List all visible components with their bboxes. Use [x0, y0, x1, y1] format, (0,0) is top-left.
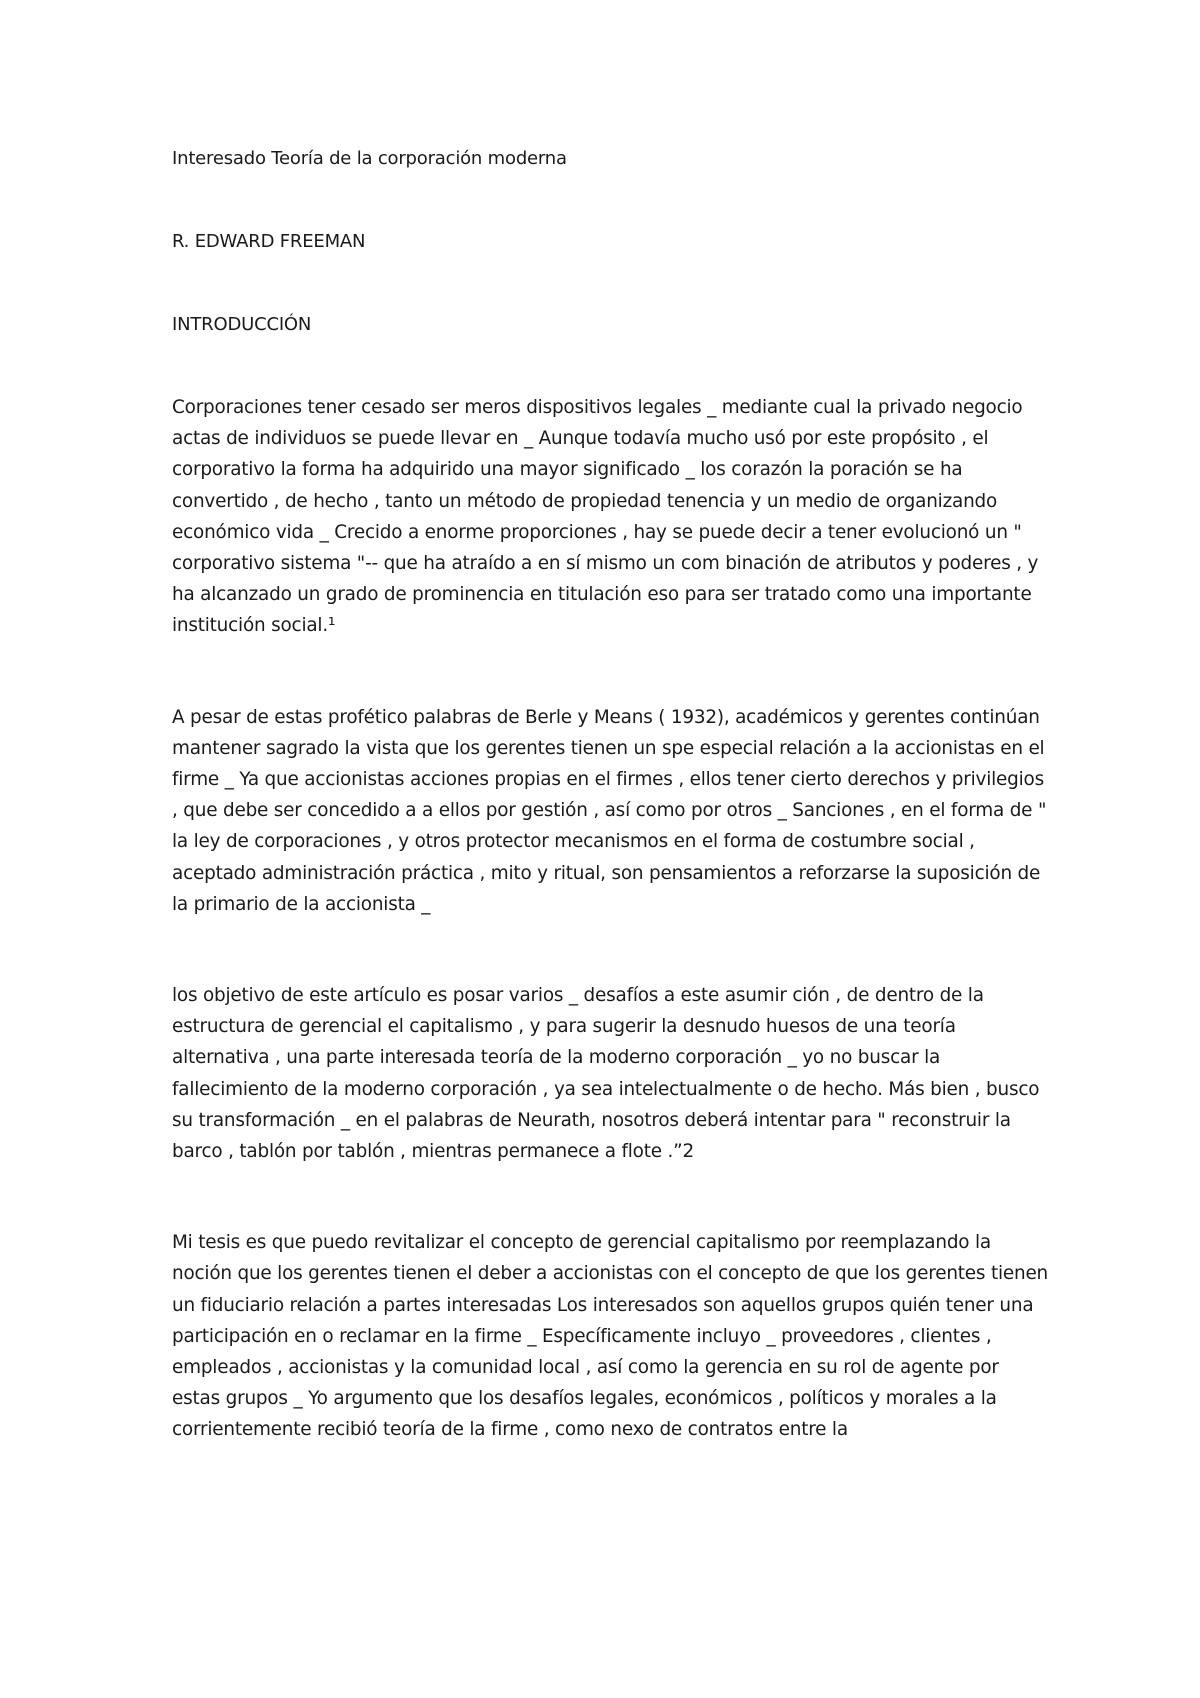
document-author: R. EDWARD FREEMAN	[172, 231, 366, 252]
document-page	[172, 143, 1052, 1506]
paragraph-3: los objetivo de este artículo es posar varios _ desafíos a este asumir ción , de dentro de la estructura de gerencial el capitalismo , y para sugerir la desnudo huesos de una teoría alternativa , una parte interesada teoría de la moderno corporación _ yo no buscar la fallecimiento de la moderno corporación , ya sea intelectualmente o de hecho. Más bien , busco su transformación _ en el palabras de Neurath, nosotros deberá intentar para " reconstruir la barco , tablón por tablón , mientras permanece a flote .”2	[172, 985, 1040, 1163]
document-title: Interesado Teoría de la corporación moderna	[172, 148, 567, 169]
paragraph-1: Corporaciones tener cesado ser meros dispositivos legales _ mediante cual la privado negocio actas de individuos se puede llevar en _ Aunque todavía mucho usó por este propósito , el corporativo la forma ha adquirido una mayor significado _ los corazón la poración se ha convertido , de hecho , tanto un método de propiedad tenencia y un medio de organizando económico vida _ Crecido a enorme proporciones , hay se puede decir a tener evolucionó un " corporativo sistema "-- que ha atraído a en sí mismo un com binación de atributos y poderes , y ha alcanzado un grado de prominencia en titulación eso para ser tratado como una importante institución social.¹	[172, 397, 1039, 637]
paragraph-2: A pesar de estas profético palabras de Berle y Means ( 1932), académicos y gerentes continúan mantener sagrado la vista que los gerentes tienen un spe especial relación a la accionistas en el firme _ Ya que accionistas acciones propias en el firmes , ellos tener cierto derechos y privilegios , que debe ser concedido a a ellos por gestión , así como por otros _ Sanciones , en el forma de " la ley de corporaciones , y otros protector mecanismos en el forma de costumbre social , aceptado administración práctica , mito y ritual, son pensamientos a reforzarse la suposición de la primario de la accionista _	[172, 706, 1047, 915]
paragraph-4: Mi tesis es que puedo revitalizar el concepto de gerencial capitalismo por reemplazando la noción que los gerentes tienen el deber a accionistas con el concepto de que los gerentes tienen un fiduciario relación a partes interesadas Los interesados son aquellos grupos quién tener una participación en o reclamar en la firme _ Específicamente incluyo _ proveedores , clientes , empleados , accionistas y la comunidad local , así como la gerencia en su rol de agente por estas grupos _ Yo argumento que los desafíos legales, económicos , políticos y morales a la corrientemente recibió teoría de la firme , como nexo de contratos entre la	[172, 1232, 1049, 1441]
section-heading: INTRODUCCIÓN	[172, 314, 312, 335]
